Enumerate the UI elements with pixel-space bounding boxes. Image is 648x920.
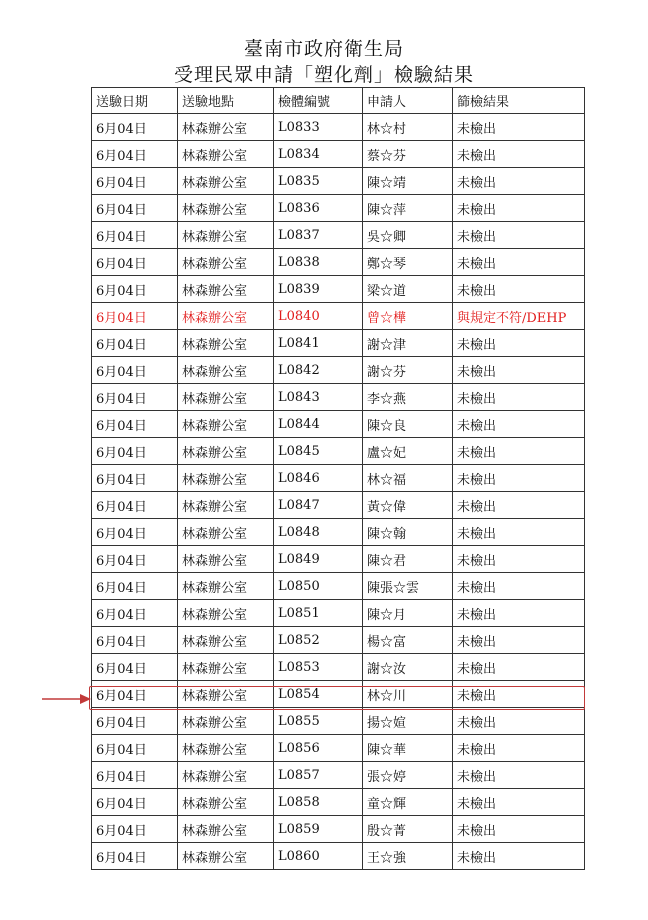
cell-sample-id: L0853 <box>274 654 363 681</box>
cell-applicant: 李☆燕 <box>363 384 453 411</box>
cell-result: 未檢出 <box>453 681 585 708</box>
table-row <box>92 303 585 330</box>
cell-sample-id: L0839 <box>274 276 363 303</box>
cell-location: 林森辦公室 <box>178 492 274 519</box>
table-row <box>92 519 585 546</box>
cell-applicant: 林☆川 <box>363 681 453 708</box>
cell-date: 6月04日 <box>92 573 178 600</box>
results-table <box>91 87 585 870</box>
cell-applicant: 陳☆翰 <box>363 519 453 546</box>
cell-sample-id: L0842 <box>274 357 363 384</box>
cell-date: 6月04日 <box>92 357 178 384</box>
cell-result: 未檢出 <box>453 141 585 168</box>
cell-date: 6月04日 <box>92 168 178 195</box>
cell-sample-id: L0836 <box>274 195 363 222</box>
cell-date: 6月04日 <box>92 141 178 168</box>
cell-result: 未檢出 <box>453 114 585 141</box>
cell-result: 未檢出 <box>453 600 585 627</box>
cell-location: 林森辦公室 <box>178 519 274 546</box>
cell-applicant: 張☆婷 <box>363 762 453 789</box>
cell-location: 林森辦公室 <box>178 735 274 762</box>
cell-date: 6月04日 <box>92 492 178 519</box>
cell-location: 林森辦公室 <box>178 222 274 249</box>
cell-date: 6月04日 <box>92 465 178 492</box>
cell-location: 林森辦公室 <box>178 600 274 627</box>
cell-location: 林森辦公室 <box>178 762 274 789</box>
table-row <box>92 465 585 492</box>
table-row <box>92 492 585 519</box>
table-row <box>92 114 585 141</box>
cell-applicant: 王☆強 <box>363 843 453 870</box>
cell-sample-id: L0838 <box>274 249 363 276</box>
cell-location: 林森辦公室 <box>178 411 274 438</box>
cell-location: 林森辦公室 <box>178 114 274 141</box>
cell-applicant: 陳☆靖 <box>363 168 453 195</box>
cell-location: 林森辦公室 <box>178 195 274 222</box>
cell-result: 未檢出 <box>453 546 585 573</box>
cell-applicant: 童☆輝 <box>363 789 453 816</box>
cell-result: 未檢出 <box>453 330 585 357</box>
cell-result: 未檢出 <box>453 519 585 546</box>
table-row <box>92 789 585 816</box>
cell-date: 6月04日 <box>92 762 178 789</box>
cell-result: 未檢出 <box>453 735 585 762</box>
cell-date: 6月04日 <box>92 789 178 816</box>
cell-result: 與規定不符/DEHP <box>453 303 585 330</box>
cell-date: 6月04日 <box>92 843 178 870</box>
cell-sample-id: L0848 <box>274 519 363 546</box>
header-sample-id: 檢體編號 <box>274 88 363 114</box>
table-row <box>92 762 585 789</box>
cell-date: 6月04日 <box>92 384 178 411</box>
cell-sample-id: L0849 <box>274 546 363 573</box>
cell-result: 未檢出 <box>453 195 585 222</box>
cell-date: 6月04日 <box>92 519 178 546</box>
cell-date: 6月04日 <box>92 681 178 708</box>
table-row <box>92 735 585 762</box>
table-row <box>92 816 585 843</box>
cell-location: 林森辦公室 <box>178 276 274 303</box>
table-row <box>92 438 585 465</box>
table-row <box>92 573 585 600</box>
cell-result: 未檢出 <box>453 492 585 519</box>
cell-location: 林森辦公室 <box>178 627 274 654</box>
cell-sample-id: L0852 <box>274 627 363 654</box>
cell-result: 未檢出 <box>453 708 585 735</box>
arrow-right-icon <box>42 693 92 705</box>
highlight-box <box>89 686 585 710</box>
cell-date: 6月04日 <box>92 600 178 627</box>
cell-location: 林森辦公室 <box>178 546 274 573</box>
table-row <box>92 600 585 627</box>
cell-applicant: 吳☆卿 <box>363 222 453 249</box>
cell-applicant: 盧☆妃 <box>363 438 453 465</box>
cell-location: 林森辦公室 <box>178 438 274 465</box>
cell-location: 林森辦公室 <box>178 465 274 492</box>
cell-result: 未檢出 <box>453 816 585 843</box>
header-date: 送驗日期 <box>92 88 178 114</box>
cell-applicant: 陳☆萍 <box>363 195 453 222</box>
cell-result: 未檢出 <box>453 843 585 870</box>
cell-applicant: 黃☆偉 <box>363 492 453 519</box>
cell-result: 未檢出 <box>453 384 585 411</box>
cell-sample-id: L0835 <box>274 168 363 195</box>
cell-location: 林森辦公室 <box>178 303 274 330</box>
cell-sample-id: L0851 <box>274 600 363 627</box>
cell-applicant: 陳☆華 <box>363 735 453 762</box>
table-row <box>92 708 585 735</box>
cell-sample-id: L0855 <box>274 708 363 735</box>
table-row <box>92 357 585 384</box>
cell-date: 6月04日 <box>92 546 178 573</box>
cell-location: 林森辦公室 <box>178 708 274 735</box>
cell-applicant: 林☆福 <box>363 465 453 492</box>
cell-result: 未檢出 <box>453 276 585 303</box>
document-title: 臺南市政府衛生局 <box>243 38 404 60</box>
cell-applicant: 林☆村 <box>363 114 453 141</box>
cell-sample-id: L0840 <box>274 303 363 330</box>
table-row <box>92 384 585 411</box>
cell-location: 林森辦公室 <box>178 843 274 870</box>
document-subtitle: 受理民眾申請「塑化劑」檢驗結果 <box>173 64 474 86</box>
cell-sample-id: L0843 <box>274 384 363 411</box>
cell-result: 未檢出 <box>453 357 585 384</box>
cell-date: 6月04日 <box>92 627 178 654</box>
cell-applicant: 揚☆媗 <box>363 708 453 735</box>
table-body <box>92 114 585 870</box>
cell-sample-id: L0844 <box>274 411 363 438</box>
cell-location: 林森辦公室 <box>178 384 274 411</box>
cell-date: 6月04日 <box>92 654 178 681</box>
cell-result: 未檢出 <box>453 249 585 276</box>
cell-result: 未檢出 <box>453 573 585 600</box>
table-row <box>92 141 585 168</box>
cell-location: 林森辦公室 <box>178 141 274 168</box>
cell-date: 6月04日 <box>92 222 178 249</box>
cell-result: 未檢出 <box>453 168 585 195</box>
cell-sample-id: L0837 <box>274 222 363 249</box>
cell-applicant: 陳☆君 <box>363 546 453 573</box>
cell-date: 6月04日 <box>92 735 178 762</box>
cell-sample-id: L0833 <box>274 114 363 141</box>
cell-result: 未檢出 <box>453 465 585 492</box>
cell-applicant: 謝☆芬 <box>363 357 453 384</box>
cell-date: 6月04日 <box>92 816 178 843</box>
cell-location: 林森辦公室 <box>178 357 274 384</box>
cell-result: 未檢出 <box>453 411 585 438</box>
cell-date: 6月04日 <box>92 249 178 276</box>
cell-sample-id: L0854 <box>274 681 363 708</box>
header-applicant: 申請人 <box>363 88 453 114</box>
cell-date: 6月04日 <box>92 708 178 735</box>
cell-date: 6月04日 <box>92 411 178 438</box>
cell-sample-id: L0846 <box>274 465 363 492</box>
table-row <box>92 627 585 654</box>
cell-date: 6月04日 <box>92 303 178 330</box>
cell-result: 未檢出 <box>453 627 585 654</box>
table-row <box>92 195 585 222</box>
table-row <box>92 330 585 357</box>
cell-applicant: 鄭☆琴 <box>363 249 453 276</box>
cell-applicant: 蔡☆芬 <box>363 141 453 168</box>
cell-location: 林森辦公室 <box>178 573 274 600</box>
cell-sample-id: L0857 <box>274 762 363 789</box>
cell-applicant: 陳張☆雲 <box>363 573 453 600</box>
cell-date: 6月04日 <box>92 195 178 222</box>
cell-sample-id: L0841 <box>274 330 363 357</box>
table-header-row <box>92 88 585 114</box>
cell-result: 未檢出 <box>453 222 585 249</box>
cell-applicant: 陳☆良 <box>363 411 453 438</box>
cell-applicant: 梁☆道 <box>363 276 453 303</box>
cell-applicant: 殷☆菁 <box>363 816 453 843</box>
cell-applicant: 陳☆月 <box>363 600 453 627</box>
cell-date: 6月04日 <box>92 330 178 357</box>
table-row <box>92 249 585 276</box>
cell-location: 林森辦公室 <box>178 681 274 708</box>
cell-sample-id: L0859 <box>274 816 363 843</box>
cell-result: 未檢出 <box>453 438 585 465</box>
cell-date: 6月04日 <box>92 114 178 141</box>
header-location: 送驗地點 <box>178 88 274 114</box>
cell-location: 林森辦公室 <box>178 168 274 195</box>
cell-location: 林森辦公室 <box>178 654 274 681</box>
cell-location: 林森辦公室 <box>178 816 274 843</box>
cell-applicant: 楊☆富 <box>363 627 453 654</box>
table-row <box>92 222 585 249</box>
cell-date: 6月04日 <box>92 276 178 303</box>
cell-result: 未檢出 <box>453 789 585 816</box>
cell-location: 林森辦公室 <box>178 789 274 816</box>
cell-date: 6月04日 <box>92 438 178 465</box>
table-row <box>92 546 585 573</box>
cell-sample-id: L0858 <box>274 789 363 816</box>
cell-result: 未檢出 <box>453 762 585 789</box>
table-row <box>92 276 585 303</box>
table-row <box>92 411 585 438</box>
cell-sample-id: L0856 <box>274 735 363 762</box>
cell-sample-id: L0847 <box>274 492 363 519</box>
cell-sample-id: L0834 <box>274 141 363 168</box>
table-row <box>92 168 585 195</box>
cell-location: 林森辦公室 <box>178 330 274 357</box>
table-row <box>92 654 585 681</box>
cell-applicant: 謝☆津 <box>363 330 453 357</box>
cell-sample-id: L0860 <box>274 843 363 870</box>
cell-result: 未檢出 <box>453 654 585 681</box>
cell-applicant: 謝☆汝 <box>363 654 453 681</box>
table-row <box>92 843 585 870</box>
header-result: 篩檢結果 <box>453 88 585 114</box>
cell-sample-id: L0850 <box>274 573 363 600</box>
cell-location: 林森辦公室 <box>178 249 274 276</box>
cell-sample-id: L0845 <box>274 438 363 465</box>
cell-applicant: 曾☆樺 <box>363 303 453 330</box>
